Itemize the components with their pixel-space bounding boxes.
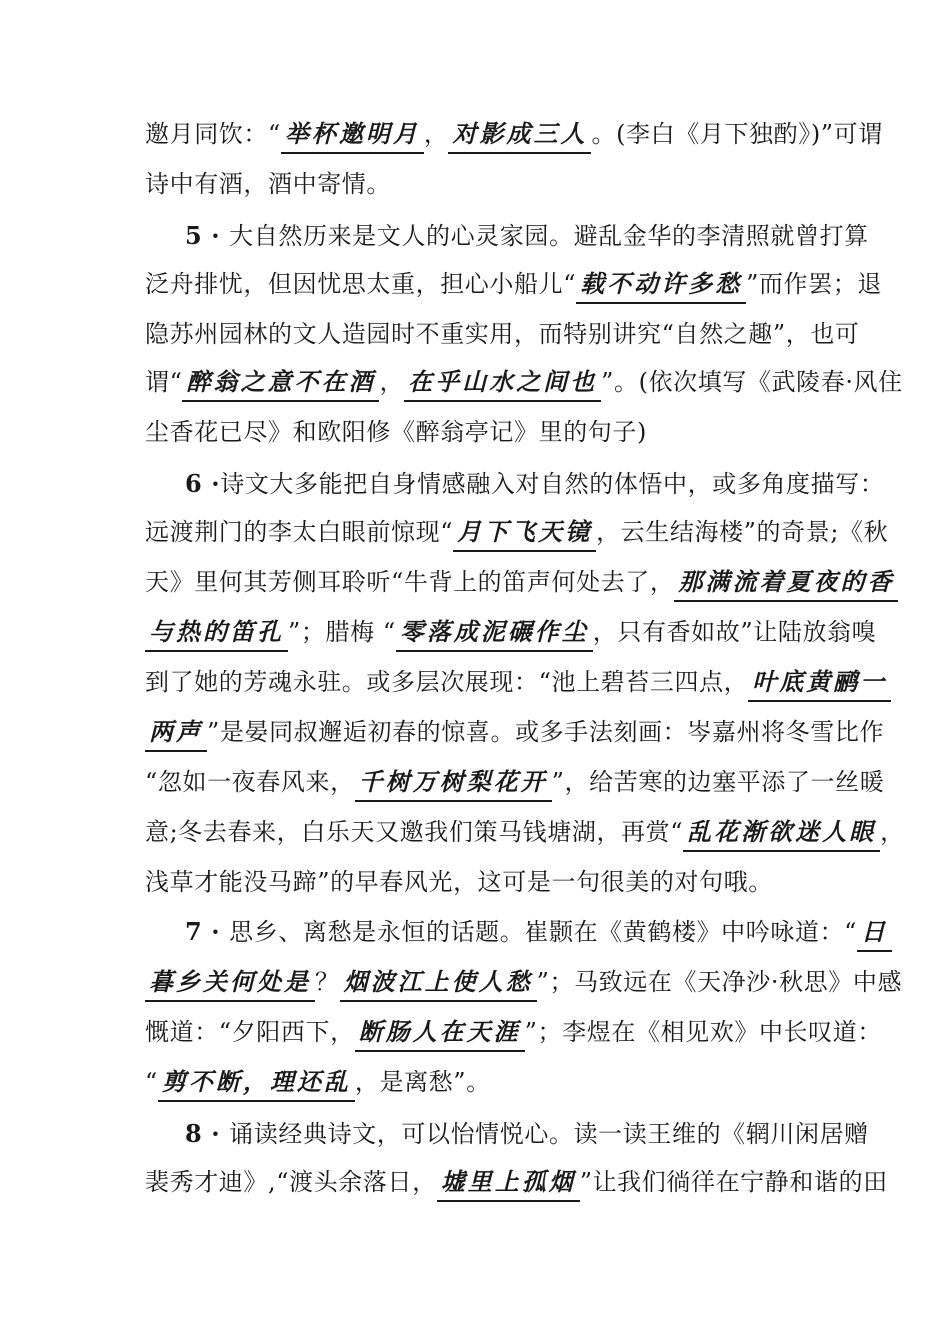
body-text: 泛舟排忧，但因忧思太重，担心小船儿“ [145,270,577,298]
text-line [145,666,888,702]
body-text: ，云生结海楼”的奇景;《秋 [596,518,889,546]
text-line [145,1016,882,1052]
body-text: ， [423,120,449,148]
answer-fill: 与热的笛孔 [145,617,288,652]
answer-fill: 日 [857,917,892,952]
body-text: 诗文大多能把自身情感融入对自然的体悟中，或多角度描写： [220,470,885,498]
text-line [145,318,860,354]
answer-fill: 墟里上孤烟 [437,1167,580,1202]
body-text: ”；腊梅 “ [288,618,396,646]
body-text: 。(李白《月下独酌》)”可谓 [591,120,883,148]
body-text: ，只有香如故”让陆放翁嗅 [592,618,877,646]
text-line [145,168,805,204]
question-7-line [185,916,889,952]
text-line [145,816,905,852]
body-text: 隐苏州园林的文人造园时不重实用，而特别讲究“自然之趣”，也可 [145,320,860,348]
text-line [145,416,805,452]
answer-fill: 烟波江上使人愁 [340,967,537,1002]
body-text: 思乡、离愁是永恒的话题。崔颢在《黄鹤楼》中吟咏道：“ [229,918,858,946]
answer-fill: 断肠人在天涯 [355,1017,525,1052]
text-line [145,516,889,552]
question-number: 6 · [185,469,221,498]
body-text: ”；马致远在《天净沙·秋思》中感 [536,968,903,996]
body-text: 裴秀才迪》,“渡头余落日， [145,1168,437,1196]
body-text: ”。(依次填写《武陵春·风住 [601,368,903,396]
body-text: 谓“ [145,368,183,396]
body-text: 浅草才能没马蹄”的早春风光，这可是一句很美的对句哦。 [145,868,773,896]
answer-fill: 剪不断，理还乱 [158,1067,355,1102]
text-line [145,716,885,752]
answer-fill: 叶底黄鹂一 [748,667,891,702]
body-text: “ [145,1068,158,1096]
text-line [145,366,903,402]
answer-fill: 醉翁之意不在酒 [182,367,379,402]
text-line [145,766,885,802]
answer-fill: 那满流着夏夜的香 [674,567,898,602]
question-6-line [185,468,885,504]
body-text: ？ [315,968,340,996]
body-text: ，是离愁”。 [354,1068,491,1096]
question-5-line [185,220,869,256]
question-number: 5 · [185,221,230,250]
body-text: 诗中有酒，酒中寄情。 [145,170,391,198]
body-text: ”；李煜在《相见欢》中长叹道： [524,1018,882,1046]
body-text: 慨道：“夕阳西下， [145,1018,355,1046]
question-number: 7 · [185,917,230,946]
body-text: “忽如一夜春风来， [145,768,355,796]
body-text: 远渡荆门的李太白眼前惊现“ [145,518,454,546]
body-text: ”是晏同叔邂逅初春的惊喜。或多手法刻画：岑嘉州将冬雪比作 [207,718,885,746]
answer-fill: 千树万树梨花开 [355,767,552,802]
answer-fill: 月下飞天镜 [453,517,596,552]
body-text: ， [379,368,405,396]
text-line [145,1066,805,1102]
question-8-line [185,1118,869,1154]
text-line [145,616,877,652]
answer-fill: 两声 [145,717,207,752]
text-line [145,566,895,602]
body-text: ”，给苦寒的边塞平添了一丝暖 [551,768,885,796]
body-text: 邀月同饮：“ [145,120,281,148]
body-text: 诵读经典诗文，可以怡情悦心。读一读王维的《辋川闲居赠 [229,1120,869,1148]
answer-fill: 载不动许多愁 [576,269,746,304]
text-line [145,966,903,1002]
text-line [145,1166,888,1202]
answer-fill: 零落成泥碾作尘 [396,617,593,652]
body-text: 大自然历来是文人的心灵家园。避乱金华的李清照就曾打算 [229,222,869,250]
question-number: 8 · [185,1119,230,1148]
answer-fill: 乱花渐欲迷人眼 [683,817,880,852]
text-line [145,866,805,902]
body-text: 尘香花已尽》和欧阳修《醉翁亭记》里的句子) [145,418,647,446]
answer-fill: 暮乡关何处是 [145,967,315,1002]
text-line [145,118,883,154]
answer-fill: 在乎山水之间也 [404,367,601,402]
answer-fill: 对影成三人 [448,119,591,154]
body-text: ”让我们徜徉在宁静和谐的田 [579,1168,888,1196]
answer-fill: 举杯邀明月 [281,119,424,154]
text-line [145,268,882,304]
body-text: ”而作罢；退 [746,270,882,298]
body-text: 意;冬去春来，白乐天又邀我们策马钱塘湖，再赏“ [145,818,684,846]
body-text: 到了她的芳魂永驻。或多层次展现：“池上碧苔三四点， [145,668,749,696]
body-text: ， [880,818,905,846]
body-text: 天》里何其芳侧耳聆听“牛背上的笛声何处去了， [145,568,675,596]
